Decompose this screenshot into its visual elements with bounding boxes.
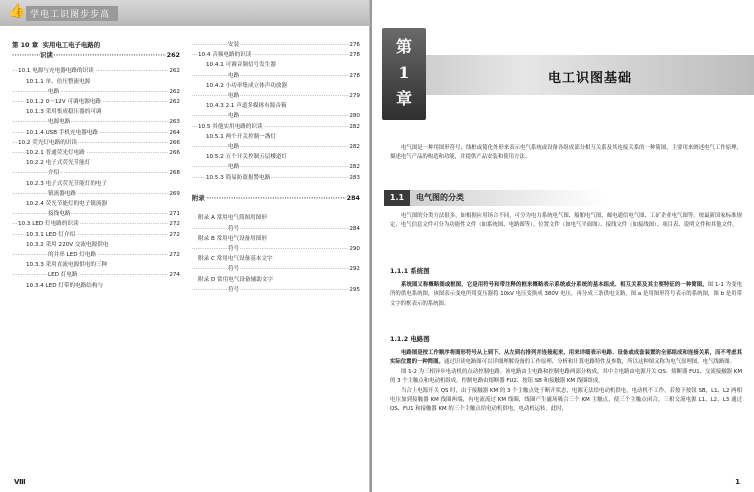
toc-entry[interactable] — [12, 209, 180, 219]
toc-entry-page: 278 — [348, 50, 360, 60]
toc-entry-title: 10.3 LED 灯电路的识读 — [18, 221, 79, 228]
toc-entry-title: 10.2.4 荧光节能灯的电子镇流器 — [26, 201, 108, 208]
toc-entry[interactable] — [12, 189, 180, 199]
toc-entry[interactable] — [12, 128, 180, 138]
toc-entry-title: LED 灯电路 — [48, 272, 78, 279]
toc-entry-page: 278 — [348, 71, 360, 81]
toc-entry-title: 10.3.1 LED 灯介绍 — [26, 231, 76, 238]
toc-entry-title: 10.1 电源与充电器电路的识读 — [18, 68, 94, 75]
toc-entry-page: 264 — [168, 128, 180, 138]
intro-paragraph: 电气图是一种用图形符号、线框或简化外形来表示电气系统或设备各组成部分相互关系及其连接关系的一种简图，主要用来阐述电气工作原理，描述电气产品的构造和功能，并提供产品安装和使用方法。 — [390, 145, 742, 161]
toc-entry-title: 附录 D 常用电气设备辅助文字 — [198, 276, 273, 283]
toc-entry-title: 10.5.2 五个开关控制五层楼道灯 — [206, 154, 288, 161]
right-page — [372, 0, 754, 492]
toc-entry-title: 安装 — [228, 42, 240, 48]
toc-entry-page: 295 — [348, 285, 360, 295]
toc-entry-page: 271 — [168, 209, 180, 219]
toc-entry-title: 10.2.2 电子式荧光节能灯 — [26, 160, 91, 167]
toc-entry[interactable] — [12, 77, 180, 87]
book-title: 学电工识图步步高 — [26, 6, 118, 21]
toc-entry-title: 符号 — [228, 225, 240, 232]
toc-entry-title: 10.4 音频电路的识读 — [198, 52, 252, 59]
toc-chapter-heading-2[interactable]: 识读 262 ····· — [12, 50, 180, 60]
toc-entry-title: 附录 C 常用电气设备基本文字 — [198, 256, 273, 263]
toc-column-left — [12, 40, 180, 291]
toc-entry[interactable] — [192, 91, 360, 101]
toc-entry-title: 接线电路 — [48, 211, 71, 218]
toc-entry[interactable] — [12, 179, 180, 189]
toc-entry[interactable] — [12, 87, 180, 97]
toc-entry-title: 10.1.4 USB 手机充电器电路 — [26, 129, 98, 136]
chapter-number-box — [382, 28, 426, 120]
toc-entry[interactable] — [12, 260, 180, 270]
toc-entry — [192, 203, 360, 213]
toc-entry[interactable] — [192, 142, 360, 152]
toc-chapter-heading[interactable]: 第 10 章 实用电工电子电路的 — [12, 41, 101, 49]
toc-entry-page: 290 — [348, 244, 360, 254]
toc-entry-page: 282 — [348, 142, 360, 152]
toc-entry-title: 镇流器电路 — [48, 190, 76, 197]
toc-entry[interactable] — [12, 240, 180, 250]
subsection-1-title: 1.1.1 系统图 — [390, 267, 430, 275]
toc-entry-title: 的并串 LED 灯电路 — [48, 252, 97, 259]
toc-entry-page: 266 — [168, 138, 180, 148]
toc-entry[interactable] — [12, 199, 180, 209]
toc-entry-title: 10.1.1 单、倍压整流电源 — [26, 78, 91, 85]
toc-entry[interactable] — [192, 244, 360, 254]
toc-entry-title: 电路 — [228, 72, 240, 79]
toc-entry[interactable] — [192, 81, 360, 91]
toc-entry[interactable] — [12, 97, 180, 107]
toc-entry-title: 电路 — [228, 93, 240, 100]
toc-entry[interactable] — [12, 66, 180, 76]
toc-entry-title: 介绍 — [48, 170, 60, 177]
toc-entry[interactable] — [192, 275, 360, 285]
subsection-1-text: 系统图又称概略图或框图，它是用符号和带注释的框来概略表示系统或分系统的基本组成、相互关系及其主要特征的一种简图。图 1-1 为变电所的供电系统图，该图表示变电所用变压器将 10kV 电压变换成 380V 电压，再分成三条供电支路，图 a 是用图形符号表示的系统图，图 b 是用带文字的框表示的系统图。 — [390, 282, 742, 307]
chapter-title: 电工识图基础 — [547, 71, 632, 86]
toc-entry-title: 电路 — [228, 144, 240, 151]
toc-entry — [192, 183, 360, 193]
toc-entry[interactable] — [192, 60, 360, 70]
chapter-title-band — [426, 55, 754, 95]
toc-entry-title: 10.5.3 简易防盗报警电路 — [206, 174, 271, 181]
toc-entry-title: 10.5 其他实用电路的识读 — [198, 123, 263, 130]
toc-entry[interactable] — [12, 168, 180, 178]
toc-entry-title: 电源电路 — [48, 119, 71, 126]
toc-entry[interactable] — [12, 270, 180, 280]
toc-entry-page: 268 — [168, 168, 180, 178]
toc-entry-page: 292 — [348, 264, 360, 274]
toc-entry-title: 电路 — [228, 113, 240, 120]
toc-entry[interactable] — [12, 117, 180, 127]
running-header — [0, 0, 370, 26]
page-number-right: 1 — [735, 478, 740, 486]
toc-entry-title: 符号 — [228, 246, 240, 253]
toc-entry-page: 274 — [168, 270, 180, 280]
toc-entry[interactable] — [192, 50, 360, 60]
toc-entry[interactable] — [192, 122, 360, 132]
toc-entry-title: 10.2 荧光灯电路的识读 — [18, 139, 77, 146]
toc-entry-page: 280 — [348, 111, 360, 121]
toc-entry[interactable] — [12, 148, 180, 158]
toc-entry-page: 262 — [168, 87, 180, 97]
thumbs-up-icon: 👍 — [8, 3, 26, 19]
toc-entry-title: 10.3.4 LED 灯带的电路结构与 — [26, 282, 104, 289]
toc-entry-page: 282 — [348, 162, 360, 172]
toc-entry-page: 279 — [348, 91, 360, 101]
section-heading — [384, 190, 744, 206]
toc-entry[interactable] — [192, 193, 360, 203]
toc-entry[interactable] — [192, 254, 360, 264]
toc-entry-page: 269 — [168, 189, 180, 199]
toc-entry-page: 272 — [168, 250, 180, 260]
toc-entry[interactable] — [192, 71, 360, 81]
toc-column-right — [192, 40, 360, 295]
toc-entry-page: 272 — [168, 230, 180, 240]
toc-entry[interactable] — [12, 250, 180, 260]
toc-entry[interactable] — [192, 152, 360, 162]
toc-entry[interactable] — [12, 107, 180, 117]
toc-entry-title: 电路 — [48, 88, 60, 95]
toc-entry[interactable] — [12, 281, 180, 291]
left-page — [0, 0, 370, 492]
toc-entry-title: 10.4.1 可调音频信号发生器 — [206, 62, 276, 69]
toc-entry-page: 266 — [168, 148, 180, 158]
toc-entry[interactable] — [192, 111, 360, 121]
toc-entry-title: 电路 — [228, 164, 240, 171]
toc-entry-page: 272 — [168, 219, 180, 229]
toc-entry-title: 10.5.1 两个开关控制一盏灯 — [206, 133, 276, 140]
toc-entry[interactable] — [12, 230, 180, 240]
subsection-2-text: 电路图是按工作顺序将图形符号从上到下、从左到右排列并连接起来，用来详细表示电路、设备或成套装置的全部组成和连接关系，而不考虑其实际位置的一种简图。通过识读电路图可以详细理解设备的工作原理、分析和计算电路特性及参数，所以这种图又称为电气原理图、电气线路图。 图 1-2 为三相异步电动机的点动控制电路。该电路由主电路和控制电路两部分构成，其中主电路由电源开关 QS、熔断器 FU1、交流接触器 KM 的 3 个主触点和电动机组成，控制电路由熔断器 FU2、按钮 SB 和接触器 KM 线圈组成。 当合上电源开关 QS 时，由于接触器 KM 的 3 个主触点处于断开状态，电源无法给电动机供电，电动机不工作。若按下按钮 SB，L1、L2 两相电压加到接触器 KM 线圈两端，有电流流过 KM 线圈，线圈产生磁场吸合三个 KM 主触点，使三个主触点闭合，三相交流电源 L1、L2、L3 通过 QS、FU1 和接触器 KM 的三个主触点给电动机供电，电动机运转。此时， — [390, 350, 742, 413]
toc-entry-page: 263 — [168, 117, 180, 127]
section-number: 1.1 — [384, 190, 410, 206]
toc-entry-title: 10.1.2 0～12V 可调电源电路 — [26, 99, 102, 106]
toc-entry[interactable] — [192, 285, 360, 295]
toc-entry[interactable] — [12, 138, 180, 148]
toc-entry-title: 10.3.3 采用直流电源供电的三种 — [26, 262, 108, 269]
toc-entry[interactable] — [192, 40, 360, 50]
toc-entry-page: 276 — [348, 40, 360, 50]
toc-entry-title: 10.3.2 采用 220V 交流电源供电 — [26, 241, 109, 248]
toc-entry-title: 10.2.1 普通荧光灯电路 — [26, 150, 85, 157]
toc-entry-page: 282 — [348, 122, 360, 132]
toc-entry-title: 10.1.3 采用集成稳压器的可调 — [26, 109, 102, 116]
toc-entry[interactable] — [12, 158, 180, 168]
chapter-label-2: 1 — [398, 63, 410, 82]
toc-entry-page: 262 — [168, 97, 180, 107]
toc-entry[interactable] — [192, 224, 360, 234]
toc-entry-title: 10.2.3 电子式荧光节能灯的电子 — [26, 180, 108, 187]
toc-entry-title: 符号 — [228, 266, 240, 273]
toc-entry-page: 283 — [348, 173, 360, 183]
subsection-2-title: 1.1.2 电路图 — [390, 335, 430, 343]
toc-entry[interactable] — [192, 213, 360, 223]
toc-entry[interactable] — [192, 162, 360, 172]
toc-entry[interactable] — [192, 101, 360, 111]
toc-entry-title: 附录 B 常用电气设备用图形 — [198, 235, 267, 242]
toc-entry-page: 262 — [168, 66, 180, 76]
section-paragraph: 电气图的分类方法很多，如根据应用场合不同，可分为电力系统电气图、船舶电气图、邮电通信电气图、工矿企业电气图等。按最新国家标准规定，电气信息文件可分为功能性文件（如系统图、电路图等）、位置文件（如电气平面图）、接线文件（如接线图）、项目表、说明文件和其他文件。 — [390, 213, 742, 229]
toc-entry[interactable] — [12, 219, 180, 229]
toc-entry-page: 284 — [348, 224, 360, 234]
chapter-label-1: 第 — [395, 37, 412, 56]
toc-entry[interactable] — [192, 173, 360, 183]
toc-entry-title: 10.4.2 小功率集成立体声功放器 — [206, 82, 288, 89]
section-title: 电气图的分类 — [410, 190, 606, 206]
toc-entry[interactable] — [192, 264, 360, 274]
toc-entry[interactable] — [192, 132, 360, 142]
toc-entry-page: 284 — [346, 194, 360, 203]
toc-entry-title: 附录 A 常用电气简图用图形 — [198, 215, 267, 222]
toc-entry-title: 10.4.3 2.1 声道多媒体有源音箱 — [206, 103, 287, 110]
toc-entry-title: 符号 — [228, 286, 240, 293]
chapter-label-3: 章 — [395, 89, 412, 108]
page-number-left: Ⅷ — [14, 478, 26, 486]
toc-entry[interactable] — [192, 234, 360, 244]
toc-entry-title: 附录 — [192, 194, 205, 203]
